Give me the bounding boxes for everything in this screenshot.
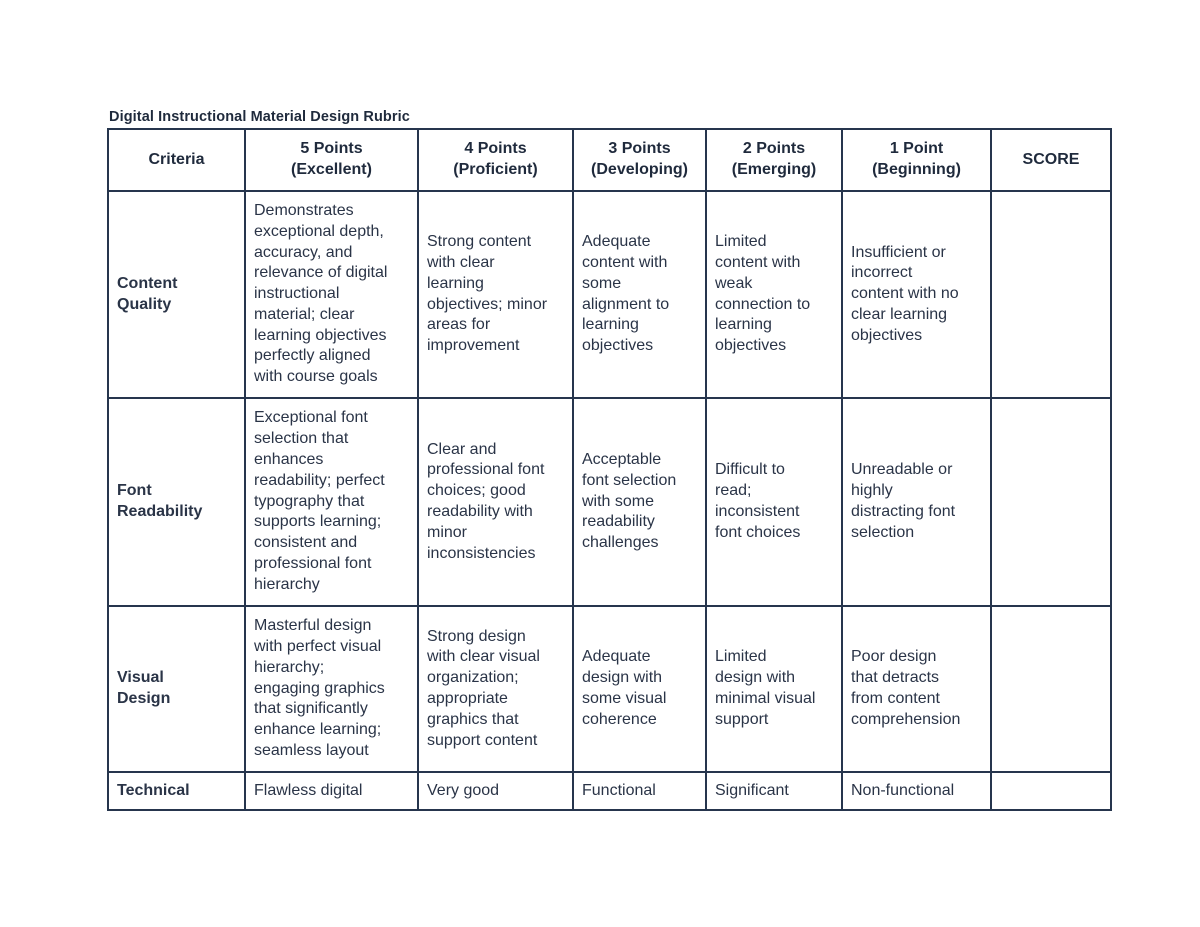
criteria-label-line: Font — [117, 482, 152, 500]
descriptor-cell — [842, 398, 991, 606]
score-cell[interactable] — [991, 606, 1111, 772]
descriptor-line: challenges — [582, 534, 659, 552]
descriptor-line: relevance of digital — [254, 264, 388, 282]
descriptor-line: objectives — [582, 337, 654, 355]
header-points: 5 Points — [300, 140, 363, 158]
descriptor-line: font selection — [582, 471, 677, 489]
descriptor-cell — [418, 398, 573, 606]
descriptor-cell — [245, 772, 418, 810]
descriptor-line: Strong content — [427, 233, 532, 251]
descriptor-line: with clear visual — [427, 648, 540, 666]
descriptor-line: Limited — [715, 233, 767, 251]
descriptor-line: appropriate — [427, 690, 508, 707]
header-criteria: Criteria — [108, 129, 245, 191]
document-title: Digital Instructional Material Design Rubric — [109, 109, 410, 125]
descriptor-line: Strong design — [427, 627, 526, 645]
descriptor-line: connection to — [715, 295, 811, 313]
descriptor-line: Very good — [427, 781, 500, 799]
descriptor-line: Unreadable or — [851, 461, 953, 479]
descriptor-line: with perfect visual — [254, 638, 382, 655]
descriptor-line: areas for — [427, 316, 491, 334]
descriptor-cell — [573, 191, 706, 398]
descriptor-line: enhances — [254, 451, 324, 468]
descriptor-line: learning — [715, 316, 772, 334]
descriptor-line: objectives — [851, 326, 923, 344]
header-level-name: (Beginning) — [872, 161, 961, 178]
descriptor-line: organization; — [427, 669, 519, 687]
descriptor-line: selection that — [254, 430, 349, 448]
descriptor-cell — [573, 772, 706, 810]
descriptor-line: Exceptional font — [254, 409, 368, 427]
criteria-cell — [108, 191, 245, 398]
descriptor-line: Limited — [715, 648, 767, 666]
descriptor-line: highly — [851, 482, 893, 500]
descriptor-line: minimal visual — [715, 690, 816, 707]
header-level-3 — [573, 129, 706, 191]
descriptor-line: selection — [851, 523, 915, 541]
descriptor-line: Clear and — [427, 440, 497, 458]
descriptor-line: content with — [715, 253, 801, 271]
descriptor-line: comprehension — [851, 710, 961, 728]
criteria-label-line: Readability — [117, 503, 203, 520]
descriptor-line: design with — [582, 669, 663, 687]
descriptor-line: professional font — [427, 461, 545, 479]
descriptor-cell — [706, 772, 842, 810]
descriptor-line: content with — [582, 253, 668, 271]
descriptor-line: weak — [715, 274, 753, 292]
descriptor-line: choices; good — [427, 482, 526, 500]
descriptor-cell — [573, 398, 706, 606]
descriptor-line: with course goals — [254, 368, 378, 386]
descriptor-line: with some — [582, 492, 655, 510]
descriptor-line: some visual — [582, 690, 667, 707]
criteria-label-line: Quality — [117, 295, 172, 313]
score-cell[interactable] — [991, 191, 1111, 398]
descriptor-line: read; — [715, 482, 752, 500]
descriptor-cell — [245, 398, 418, 606]
header-row — [108, 129, 1111, 191]
descriptor-line: seamless layout — [254, 741, 369, 759]
descriptor-line: professional font — [254, 554, 372, 572]
descriptor-line: from content — [851, 690, 940, 707]
descriptor-cell — [842, 191, 991, 398]
descriptor-line: Demonstrates — [254, 201, 354, 219]
criteria-label-line: Content — [117, 274, 178, 292]
descriptor-line: exceptional depth, — [254, 222, 384, 240]
header-level-name: (Proficient) — [453, 161, 538, 178]
criteria-label-line: Technical — [117, 781, 190, 799]
header-points: 4 Points — [464, 140, 527, 158]
descriptor-line: font choices — [715, 523, 801, 541]
header-score: SCORE — [991, 129, 1111, 191]
rubric-body — [108, 191, 1111, 810]
header-level-name: (Emerging) — [731, 161, 817, 178]
descriptor-line: graphics that — [427, 710, 519, 728]
descriptor-line: support — [715, 710, 769, 728]
descriptor-cell — [706, 191, 842, 398]
descriptor-line: instructional — [254, 285, 340, 303]
descriptor-cell — [245, 606, 418, 772]
rubric-row-technical — [108, 772, 1111, 810]
header-level-5 — [245, 129, 418, 191]
descriptor-line: with clear — [427, 253, 495, 271]
descriptor-line: enhance learning; — [254, 721, 382, 739]
rubric-row-font-readability — [108, 398, 1111, 606]
descriptor-cell — [842, 772, 991, 810]
descriptor-line: hierarchy; — [254, 658, 325, 676]
descriptor-line: readability; perfect — [254, 471, 385, 489]
descriptor-line: Insufficient or — [851, 243, 946, 261]
descriptor-line: Masterful design — [254, 617, 372, 635]
descriptor-cell — [573, 606, 706, 772]
descriptor-line: Poor design — [851, 648, 937, 666]
descriptor-line: that significantly — [254, 700, 368, 718]
header-level-2 — [706, 129, 842, 191]
descriptor-line: learning — [582, 316, 639, 334]
descriptor-line: Adequate — [582, 233, 651, 251]
descriptor-cell — [418, 191, 573, 398]
descriptor-line: content with no — [851, 285, 959, 303]
descriptor-line: Non-functional — [851, 781, 955, 799]
criteria-cell — [108, 398, 245, 606]
descriptor-line: alignment to — [582, 295, 670, 313]
descriptor-cell — [842, 606, 991, 772]
descriptor-cell — [706, 398, 842, 606]
descriptor-line: consistent and — [254, 534, 358, 552]
descriptor-line: distracting font — [851, 503, 956, 520]
rubric-row-visual-design — [108, 606, 1111, 772]
descriptor-line: coherence — [582, 710, 657, 728]
descriptor-line: Significant — [715, 781, 789, 799]
score-cell[interactable] — [991, 772, 1111, 810]
descriptor-cell — [418, 772, 573, 810]
descriptor-line: improvement — [427, 337, 520, 355]
score-cell[interactable] — [991, 398, 1111, 606]
descriptor-line: perfectly aligned — [254, 347, 371, 365]
header-points: 1 Point — [889, 140, 944, 158]
descriptor-line: inconsistencies — [427, 544, 536, 562]
header-level-name: (Excellent) — [291, 161, 372, 178]
header-points: 2 Points — [742, 140, 806, 158]
descriptor-line: learning objectives — [254, 326, 387, 344]
descriptor-line: engaging graphics — [254, 679, 385, 697]
descriptor-line: supports learning; — [254, 513, 382, 531]
header-points: 3 Points — [608, 140, 671, 158]
descriptor-cell — [706, 606, 842, 772]
descriptor-line: support content — [427, 731, 538, 749]
descriptor-line: clear learning — [851, 305, 948, 323]
descriptor-cell — [418, 606, 573, 772]
descriptor-line: Difficult to — [715, 461, 785, 479]
descriptor-line: some — [582, 274, 622, 292]
descriptor-line: minor — [427, 523, 468, 541]
criteria-label-line: Visual — [117, 669, 164, 687]
descriptor-line: hierarchy — [254, 575, 320, 593]
header-level-4 — [418, 129, 573, 191]
descriptor-line: accuracy, and — [254, 243, 353, 261]
descriptor-line: Acceptable — [582, 451, 662, 468]
rubric-table — [107, 128, 1112, 811]
descriptor-line: readability with — [427, 503, 533, 520]
descriptor-line: that detracts — [851, 669, 940, 687]
header-level-name: (Developing) — [591, 161, 688, 178]
descriptor-line: typography that — [254, 492, 365, 510]
descriptor-line: objectives; minor — [427, 295, 548, 313]
criteria-label-line: Design — [117, 690, 171, 707]
header-level-1 — [842, 129, 991, 191]
descriptor-line: design with — [715, 669, 796, 687]
descriptor-line: learning — [427, 274, 484, 292]
criteria-cell — [108, 606, 245, 772]
descriptor-line: Functional — [582, 781, 656, 799]
descriptor-line: Adequate — [582, 648, 651, 666]
descriptor-line: material; clear — [254, 305, 355, 323]
descriptor-cell — [245, 191, 418, 398]
descriptor-line: incorrect — [851, 264, 913, 282]
descriptor-line: inconsistent — [715, 503, 800, 520]
rubric-row-content-quality — [108, 191, 1111, 398]
criteria-cell — [108, 772, 245, 810]
descriptor-line: Flawless digital — [254, 781, 363, 799]
descriptor-line: objectives — [715, 337, 787, 355]
descriptor-line: readability — [582, 513, 655, 531]
